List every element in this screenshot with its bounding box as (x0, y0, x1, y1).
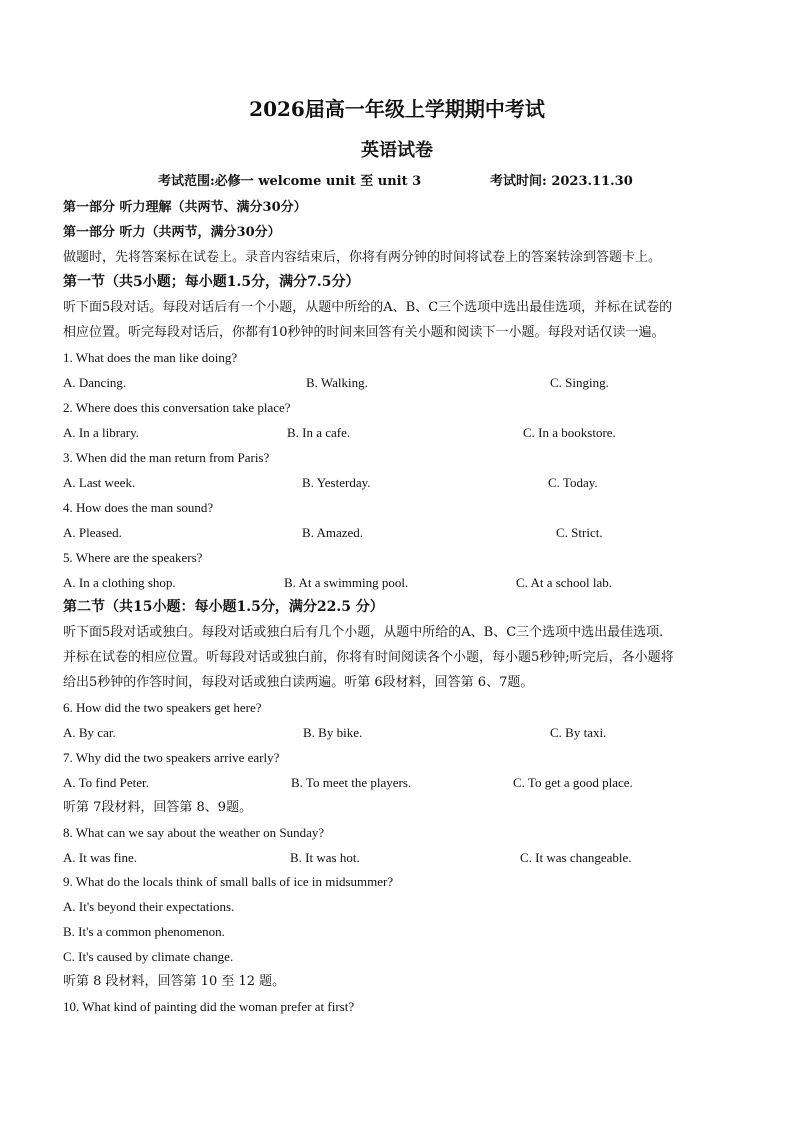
q7-option-a: A. To find Peter. (63, 775, 149, 790)
question-10: 10. What kind of painting did the woman prefer at first? (63, 999, 355, 1014)
q2-option-a: A. In a library. (63, 425, 140, 440)
q5-option-c: C. At a school lab. (516, 575, 613, 590)
q2-option-b: B. In a cafe. (287, 425, 351, 440)
section1-instructions-1: 听下面5段对话。每段对话后有一个小题，从题中所给的A、B、C三个选项中选出最佳选项，并标在试卷的 (63, 300, 673, 315)
q1-option-c: C. Singing. (550, 375, 609, 390)
material-8-note: 听第 8 段材料，回答第 10 至 12 题。 (63, 974, 286, 989)
question-1: 1. What does the man like doing? (63, 350, 238, 365)
q7-option-c: C. To get a good place. (513, 775, 633, 790)
exam-subtitle: 英语试卷 (361, 140, 433, 161)
q6-option-a: A. By car. (63, 725, 116, 740)
part1-intro: 做题时，先将答案标在试卷上。录音内容结束后，你将有两分钟的时间将试卷上的答案转涂到答题卡上。 (63, 250, 662, 265)
q5-option-b: B. At a swimming pool. (284, 575, 409, 590)
q3-option-a: A. Last week. (63, 475, 136, 490)
q9-option-a: A. It's beyond their expectations. (63, 899, 235, 914)
section1-heading: 第一节（共5小题；每小题1.5分，满分7.5分） (63, 274, 360, 290)
exam-scope: 考试范围:必修一 welcome unit 至 unit 3 (158, 174, 422, 189)
exam-time: 考试时间: 2023.11.30 (490, 174, 633, 189)
q3-option-b: B. Yesterday. (302, 475, 371, 490)
q9-option-c: C. It's caused by climate change. (63, 949, 234, 964)
q6-option-c: C. By taxi. (550, 725, 607, 740)
question-3: 3. When did the man return from Paris? (63, 450, 270, 465)
question-2: 2. Where does this conversation take place? (63, 400, 291, 415)
question-5: 5. Where are the speakers? (63, 550, 203, 565)
question-4: 4. How does the man sound? (63, 500, 214, 515)
q5-option-a: A. In a clothing shop. (63, 575, 176, 590)
q7-option-b: B. To meet the players. (291, 775, 412, 790)
q1-option-b: B. Walking. (306, 375, 368, 390)
q8-option-b: B. It was hot. (290, 850, 360, 865)
q3-option-c: C. Today. (548, 475, 598, 490)
q8-option-a: A. It was fine. (63, 850, 138, 865)
exam-title: 2026届高一年级上学期期中考试 (249, 97, 545, 121)
part1-heading-listening: 第一部分 听力（共两节，满分30分） (63, 225, 281, 240)
q4-option-b: B. Amazed. (302, 525, 364, 540)
q2-option-c: C. In a bookstore. (523, 425, 616, 440)
q4-option-a: A. Pleased. (63, 525, 122, 540)
section2-instructions-1: 听下面5段对话或独白。每段对话或独白后有几个小题，从题中所给的A、B、C三个选项中选出最佳选项. (63, 625, 664, 640)
question-6: 6. How did the two speakers get here? (63, 700, 262, 715)
q6-option-b: B. By bike. (303, 725, 363, 740)
section2-instructions-3: 给出5秒钟的作答时间，每段对话或独白读两遍。听第 6段材料，回答第 6、7题。 (63, 675, 534, 690)
material-7-note: 听第 7段材料，回答第 8、9题。 (63, 800, 253, 815)
section2-instructions-2: 并标在试卷的相应位置。听每段对话或独白前，你将有时间阅读各个小题，每小题5秒钟;听完后，各小题将 (63, 650, 674, 665)
part1-heading: 第一部分 听力理解（共两节、满分30分） (63, 200, 307, 215)
question-8: 8. What can we say about the weather on Sunday? (63, 825, 325, 840)
question-7: 7. Why did the two speakers arrive early? (63, 750, 280, 765)
q4-option-c: C. Strict. (556, 525, 603, 540)
section1-instructions-2: 相应位置。听完每段对话后，你都有10秒钟的时间来回答有关小题和阅读下一小题。每段对话仅读一遍。 (63, 325, 665, 340)
q1-option-a: A. Dancing. (63, 375, 127, 390)
section2-heading: 第二节（共15小题：每小题1.5分，满分22.5 分） (63, 599, 384, 615)
q9-option-b: B. It's a common phenomenon. (63, 924, 225, 939)
q8-option-c: C. It was changeable. (520, 850, 632, 865)
question-9: 9. What do the locals think of small balls of ice in midsummer? (63, 874, 394, 889)
